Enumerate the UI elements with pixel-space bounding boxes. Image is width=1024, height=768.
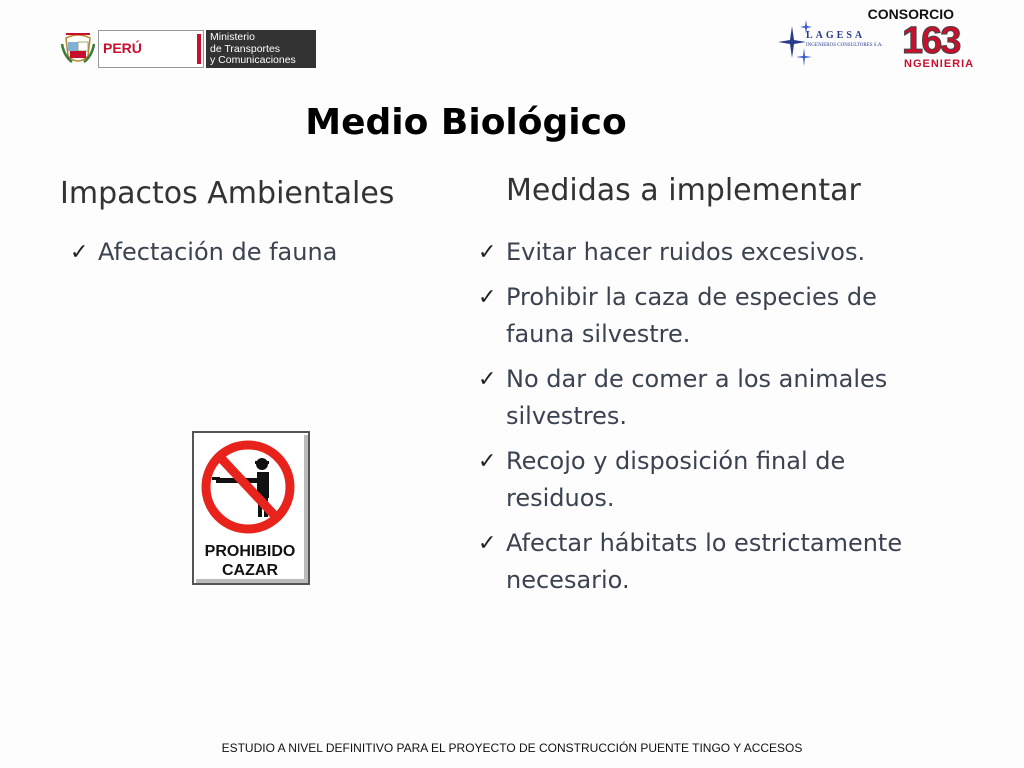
checkmark-icon: ✓ [478,367,497,392]
ingenieria-word: NGENIERIA [904,58,975,70]
list-item [474,525,944,599]
country-label: PERÚ [103,40,142,56]
impacts-list [66,234,446,271]
impact-item-text: Afectación de fauna [98,238,338,266]
measures-list [474,234,944,607]
ministry-line-3: y Comunicaciones [210,54,296,66]
checkmark-icon: ✓ [478,531,497,556]
list-item [474,443,944,517]
measures-heading: Medidas a implementar [506,173,861,208]
ministry-logo [60,28,296,70]
list-item [474,361,944,435]
footer-text: ESTUDIO A NIVEL DEFINITIVO PARA EL PROYECTO DE CONSTRUCCIÓN PUENTE TINGO Y ACCESOS [221,741,803,755]
ingenieria-number: 163 [902,20,960,62]
national-shield-icon [60,30,96,68]
lagesa-subtitle: INGENIEROS CONSULTORES S.A. [806,43,883,48]
checkmark-icon: ✓ [478,285,497,310]
flag-stripe [197,34,201,64]
checkmark-icon: ✓ [478,449,497,474]
measure-item-text: Recojo y disposición final de residuos. [506,447,846,512]
lagesa-name: LAGESA [806,30,866,41]
ingenieria-logo [902,20,1006,72]
checkmark-icon: ✓ [70,240,89,265]
measure-item-text: Evitar hacer ruidos excesivos. [506,238,866,266]
checkmark-icon: ✓ [478,240,497,265]
list-item [66,234,446,271]
list-item [474,234,944,271]
impacts-heading: Impactos Ambientales [60,176,395,211]
list-item [474,279,944,353]
sign-line-1: PROHIBIDO [204,543,296,560]
ministry-line-2: de Transportes [210,42,281,55]
measure-item-text: Afectar hábitats lo estrictamente necesario. [506,529,903,594]
ministry-line-1: Ministerio [210,31,255,43]
measure-item-text: Prohibir la caza de especies de fauna silvestre. [506,283,877,348]
prohibited-hunting-sign-icon [192,431,310,585]
peru-label-box [98,30,204,68]
lagesa-logo [778,18,902,70]
consortium-label: CONSORCIO [867,6,954,22]
measure-item-text: No dar de comer a los animales silvestres. [506,365,888,430]
page-title: Medio Biológico [305,102,627,143]
sign-line-2: CAZAR [222,562,278,579]
ministry-name-box [206,30,316,68]
